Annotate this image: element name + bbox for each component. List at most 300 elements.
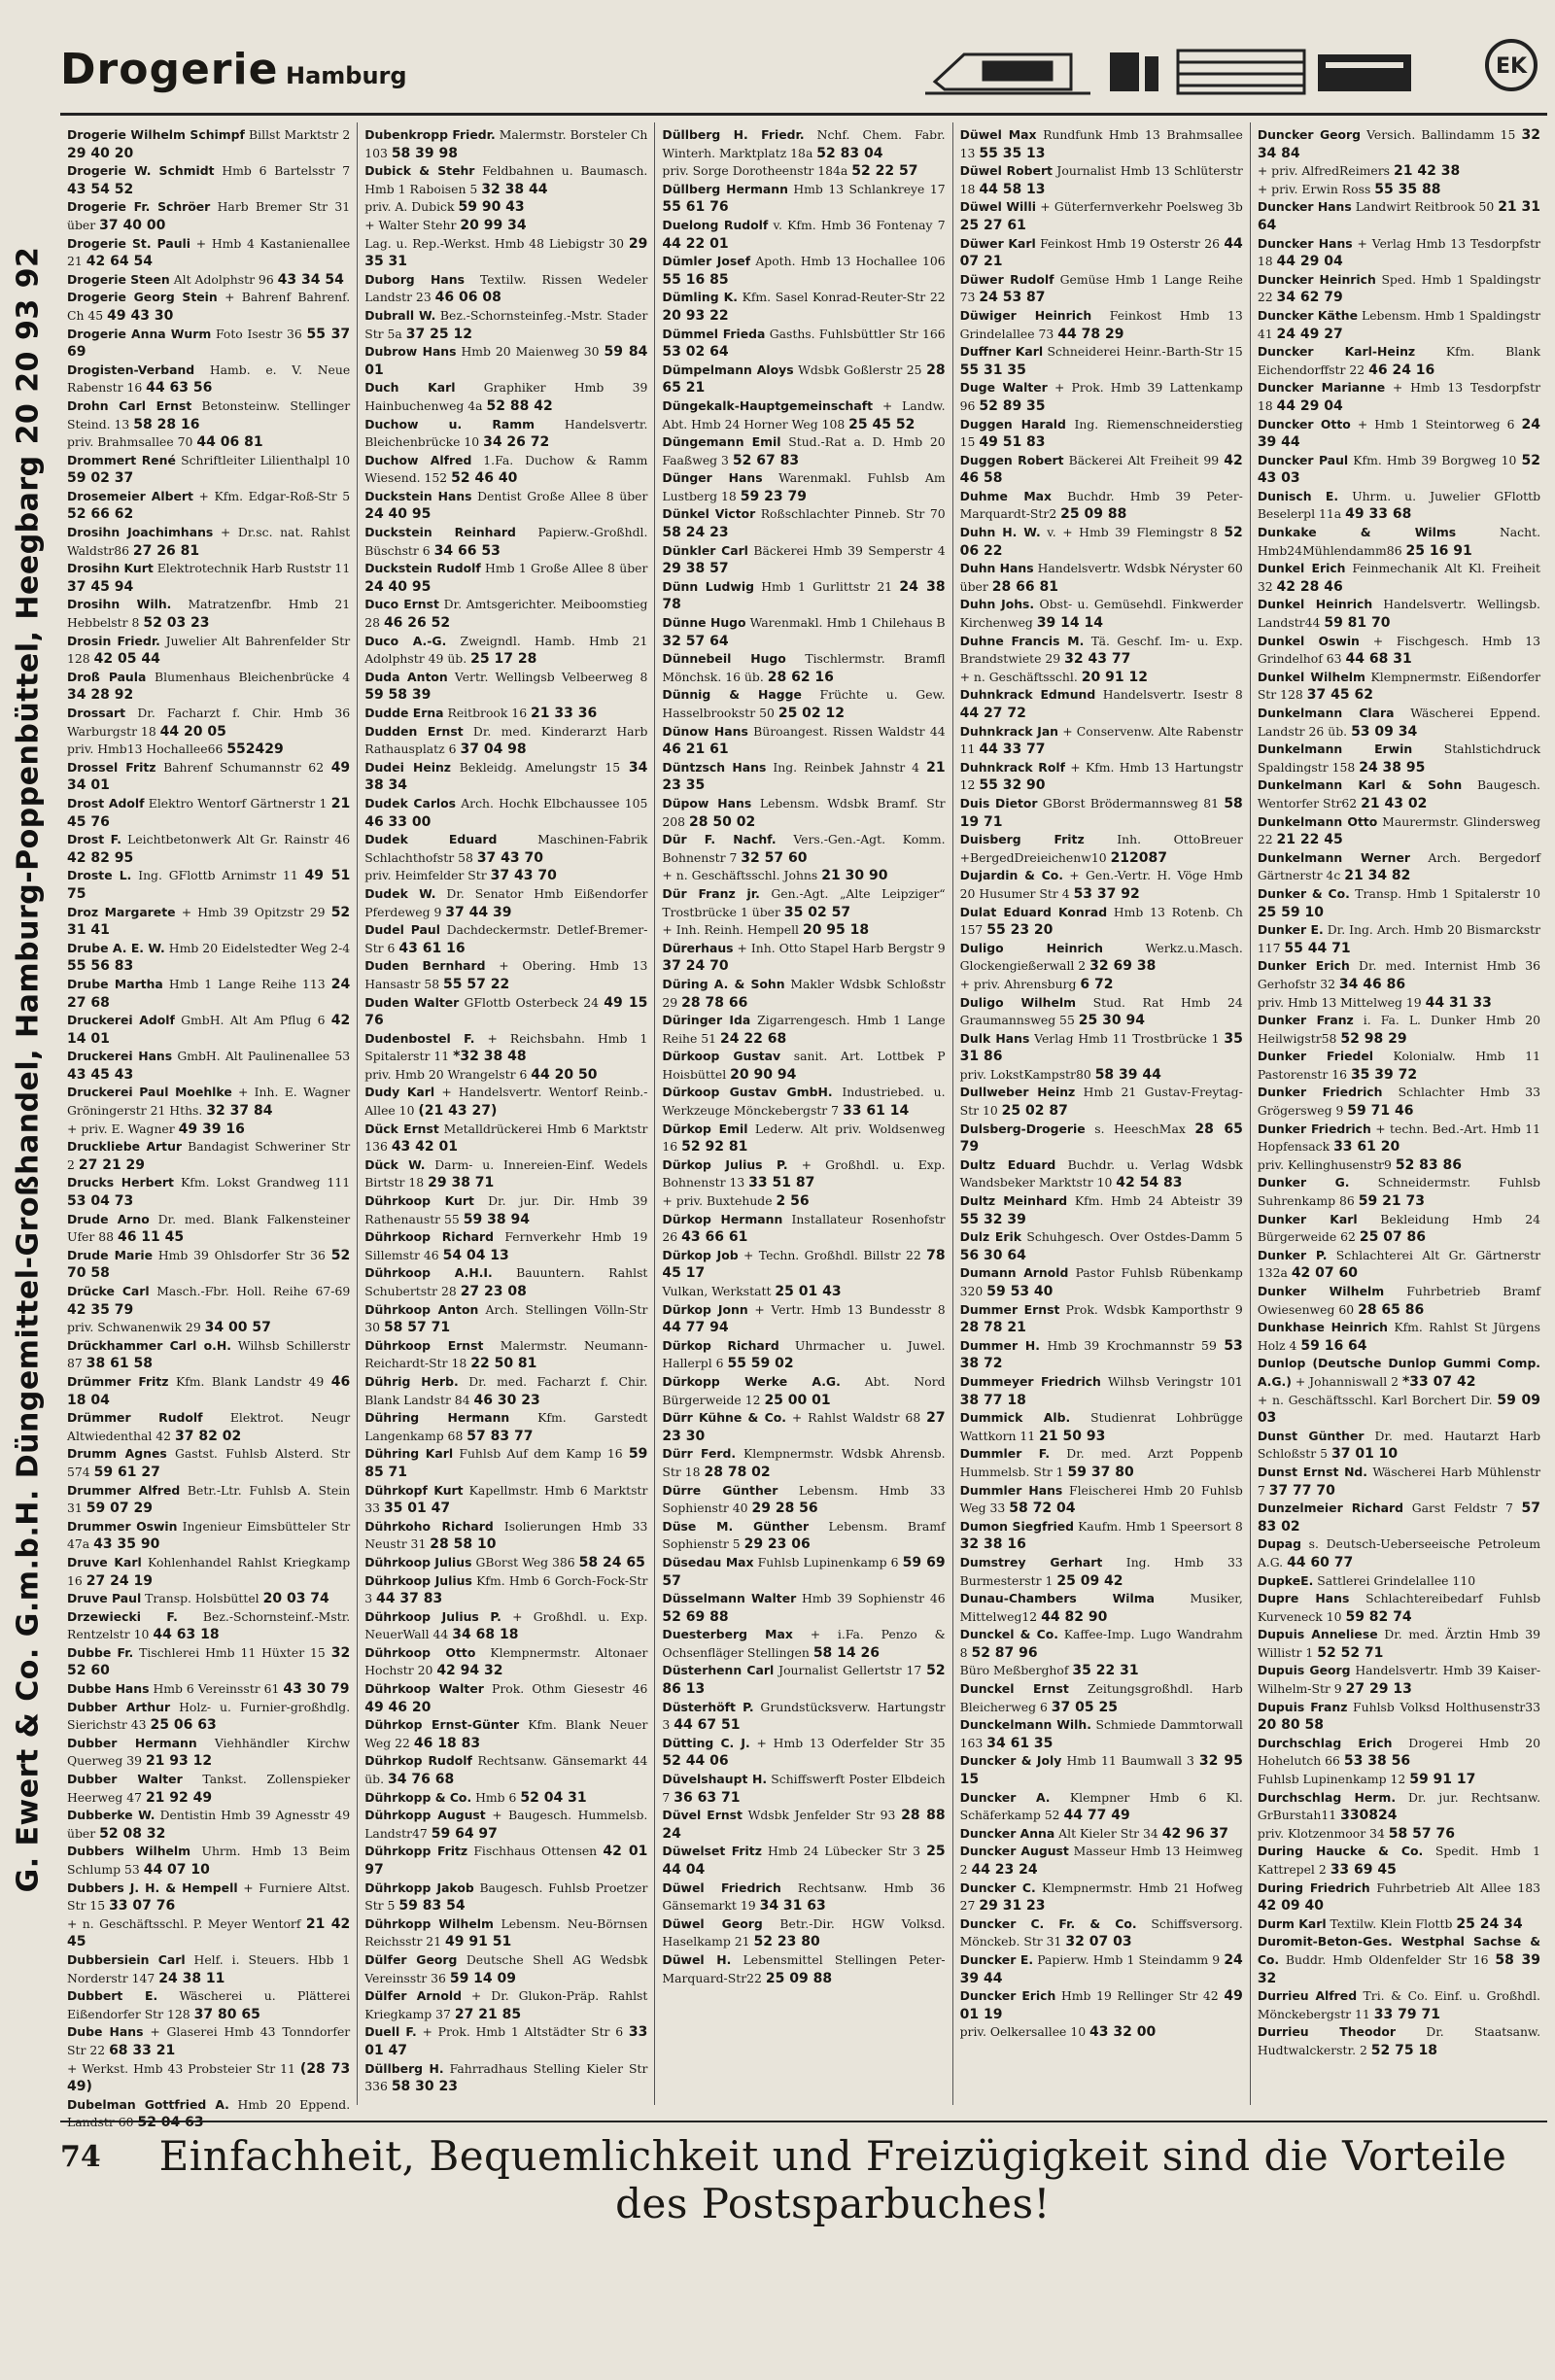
directory-entry [364,1644,647,1680]
entry-name: Duncker C. [959,1880,1036,1895]
entry-phone-number: 32 37 84 [206,1103,273,1120]
entry-details: Dr. Senator Hmb Eißendorfer Pferdeweg 9 [364,885,648,919]
entry-phone-number: 58 57 71 [383,1320,451,1336]
entry-details: priv. Sorge Dorotheenstr 184a [662,163,848,179]
entry-details: Vers.-Gen.-Agt. Komm. Bohnenstr 7 [662,832,946,865]
directory-entry [364,1716,647,1752]
directory-entry [67,759,350,795]
entry-name: Dultz Eduard [959,1156,1056,1172]
entry-name: Duborg Hans [364,271,465,287]
directory-entry [662,1771,945,1807]
entry-name: DupkeE. [1257,1572,1314,1588]
entry-details: Foto Isestr 36 [215,326,302,341]
entry-phone-number: 49 15 76 [364,994,648,1029]
entry-details: Schriftleiter Lilienthalpl 10 [181,452,351,467]
entry-name: Drückhammer Carl o.H. [67,1337,231,1353]
entry-details: priv. Klotzenmoor 34 [1257,1825,1385,1841]
entry-details: Dr. Amtsgerichter. Meiboomstieg 28 [364,597,648,631]
entry-name: Dümler Josef [662,254,751,269]
directory-entry [1258,1428,1540,1464]
entry-name: Duhne Francis M. [959,633,1085,648]
entry-details: Vulkan, Werkstatt [662,1284,772,1298]
entry-name: Duge Walter [959,380,1048,396]
entry-details: Fuhrbetrieb Bramf Owiesenweg 60 [1257,1284,1540,1317]
entry-details: Dr. med. Hautarzt Harb Schloßstr 5 [1257,1428,1541,1462]
entry-name: Duell F. [364,2024,417,2040]
entry-details: Hmb 20 Eidelstedter Weg 2-4 [168,940,351,955]
directory-entry [662,1211,945,1247]
entry-name: Dührkoop Julius [364,1554,472,1569]
entry-details: Dr. med. Kinderarzt Harb Rathausplatz 6 [364,723,648,757]
entry-details: priv. A. Dubick [364,199,455,215]
entry-details: Klempnermstr. Altonaer Hochstr 20 [364,1644,648,1678]
entry-phone-number: 52 08 32 [99,1825,166,1842]
entry-phone-number: 21 43 02 [1361,795,1428,811]
entry-phone-number: 44 78 29 [1057,326,1124,342]
entry-details: Dr. med. Arzt Poppenb Hummelsb. Str 1 [959,1446,1243,1479]
entry-phone-number: 52 89 35 [979,397,1046,414]
entry-name: Dubbe Hans [67,1681,150,1697]
directory-entry [67,1445,350,1481]
entry-name: Dünow Hans [662,723,748,739]
entry-details: Dachdeckermstr. Detlef-Bremer-Str 6 [364,922,648,955]
entry-details: + Bahrenf Bahrenf. Ch 45 [67,290,351,323]
directory-entry [662,686,945,722]
entry-details: Matratzenfbr. Hmb 21 Hebbelstr 8 [67,597,351,631]
directory-entry [1258,885,1540,921]
entry-details: Malermstr. Borsteler Ch 103 [364,127,648,160]
entry-name: Dunkelmann Werner [1257,849,1411,865]
directory-entry [67,1373,350,1409]
directory-entry [1258,741,1540,776]
entry-name: Dührkopp Wilhelm [364,1915,494,1931]
directory-entry [1258,1590,1540,1626]
entry-details: Handelsvertr. Bleichenbrücke 10 [364,416,648,450]
directory-entry [960,633,1243,669]
entry-name: Dubbers J. H. & Hempell [67,1880,238,1895]
entry-name: Dürerhaus [662,940,734,955]
directory-entry [1258,452,1540,488]
entry-name: Drude Marie [67,1247,154,1262]
entry-details: Billst Marktstr 2 [249,127,351,142]
directory-entry [960,452,1243,488]
entry-phone-number: 32 69 38 [1089,958,1157,975]
entry-details: + Vertr. Hmb 13 Bundesstr 8 [754,1301,946,1317]
directory-entry [1258,1283,1540,1319]
entry-name: Dunker P. [1257,1247,1328,1262]
entry-name: Dünnig & Hagge [662,687,802,703]
entry-phone-number: 44 27 72 [959,706,1026,721]
entry-name: Drogerie Georg Stein [67,290,218,305]
entry-details: Dr. Staatsanw. Hudtwalckerstr. 2 [1257,2024,1541,2057]
entry-details: Journalist Hmb 13 Schlüterstr 18 [959,163,1243,196]
directory-entry [1258,1355,1540,1391]
entry-name: Duncker Karl-Heinz [1257,344,1416,360]
directory-entry [960,1825,1243,1844]
entry-name: Duncker C. Fr. & Co. [959,1915,1137,1931]
entry-phone-number: 59 84 01 [364,344,648,378]
entry-name: Dürkop Jonn [662,1301,748,1317]
entry-details: + Glaserei Hmb 43 Tonndorfer Str 22 [67,2024,351,2057]
entry-name: Drogerie Fr. Schröer [67,199,211,215]
directory-entry [960,198,1243,234]
directory-entry [364,705,647,723]
directory-entry [67,488,350,524]
directory-entry [1258,1247,1540,1283]
entry-phone-number: 42 82 95 [67,849,134,866]
directory-entry [662,1121,945,1156]
directory-entry [662,1445,945,1481]
entry-details: Tri. & Co. Einf. u. Großhdl. Mönckebergstr 11 [1257,1988,1540,2021]
entry-phone-number: 27 21 85 [454,2006,522,2022]
entry-phone-number: 59 21 73 [1358,1193,1425,1210]
directory-entry [1258,343,1540,379]
directory-entry [960,1301,1243,1337]
entry-phone-number: 21 42 38 [1393,163,1461,180]
directory-entry [662,759,945,795]
entry-name: Dührkoop Julius [364,1572,472,1588]
entry-phone-number: 53 38 72 [959,1337,1243,1372]
entry-details: Handelsvertr. Wdsbk Néryster 60 über [959,561,1243,594]
entry-details: Masseur Hmb 13 Heimweg 2 [959,1844,1243,1877]
directory-entry [960,1680,1243,1716]
directory-entry [67,596,350,632]
entry-name: Düring A. & Sohn [662,976,785,991]
entry-phone-number: 49 46 20 [364,1699,432,1715]
entry-details: Drogerei Hmb 20 Hohelutch 66 [1257,1735,1540,1769]
entry-details: + Hmb 39 Opitzstr 29 [181,904,326,919]
entry-details: 1.Fa. Duchow & Ramm Wiesend. 152 [364,452,648,486]
entry-name: Dunker Friedrich [1257,1121,1371,1136]
entry-phone-number: 59 09 03 [1257,1392,1540,1427]
entry-details: Kapellmstr. Hmb 6 Marktstr 33 [364,1482,648,1516]
directory-entry [1258,198,1540,234]
entry-phone-number: 25 01 43 [775,1284,842,1299]
entry-name: Duncker Erich [959,1988,1056,2004]
entry-name: Dunst Ernst Nd. [1257,1464,1368,1479]
entry-name: Duromit-Beton-Ges. Westphal Sachse & Co. [1257,1934,1541,1967]
entry-details: Hmb 20 Maienweg 30 [461,344,600,360]
entry-phone-number: 58 14 26 [812,1644,881,1661]
directory-entry [67,1590,350,1608]
entry-name: Dummler F. [959,1446,1051,1462]
directory-entry [960,235,1243,271]
entry-details: + Dr.sc. nat. Rahlst Waldstr86 [67,525,351,558]
directory-entry [1258,1699,1540,1735]
directory-entry [960,1752,1243,1788]
entry-phone-number: 43 42 01 [391,1139,459,1156]
entry-details: + Reichsbahn. Hmb 1 Spitalerstr 11 [364,1030,648,1064]
directory-entry [960,2023,1243,2042]
entry-phone-number: 37 45 62 [1306,687,1373,704]
entry-name: Drogerie Anna Wurm [67,326,212,341]
entry-details: Hmb 1 Lange Reihe 113 [168,976,326,991]
entry-phone-number: 52 92 81 [681,1139,748,1156]
entry-phone-number: 32 52 60 [67,1644,351,1679]
entry-name: Duden Walter [364,994,460,1010]
entry-details: Hmb 39 Ohlsdorfer Str 36 [157,1247,326,1262]
entry-details: Dentist Große Allee 8 über [477,488,648,503]
entry-details: Fuhrbetrieb Alt Allee 183 [1376,1880,1541,1895]
directory-entry [960,1951,1243,1987]
directory-entry [960,759,1243,795]
entry-name: Dück Ernst [364,1121,439,1136]
entry-details: Installateur Rosenhofstr 26 [662,1211,946,1245]
entry-details: s. Deutsch-Ueberseeische Petroleum A.G. [1257,1536,1540,1569]
directory-entry [364,1445,647,1481]
entry-details: Fuhlsb Volksd Holthusenstr33 [1353,1699,1540,1714]
entry-details: Dentistin Hmb 39 Agnesstr 49 über [67,1808,351,1841]
entry-phone-number: 21 22 45 [1276,832,1343,848]
entry-phone-number: (28 73 49) [67,2060,351,2095]
entry-phone-number: 44 82 90 [1041,1608,1108,1625]
directory-entry [960,1066,1243,1085]
entry-name: Dunkake & Wilms [1257,525,1457,540]
entry-name: Duffner Karl [959,344,1044,360]
entry-phone-number: (21 43 27) [418,1103,498,1120]
entry-phone-number: 37 80 65 [193,2006,260,2022]
entry-details: Uhrmacher u. Juwel. Hallerpl 6 [662,1337,946,1371]
entry-details: Feinmechanik Alt Kl. Freiheit 32 [1257,561,1540,594]
entry-name: Dubbe Fr. [67,1644,134,1660]
entry-details: GmbH. Alt Paulinenallee 53 [177,1049,351,1064]
directory-entry [67,705,350,741]
directory-entry [960,1030,1243,1066]
entry-phone-number: 43 34 54 [277,271,344,288]
entry-details: Sped. Hmb 1 Spaldingstr 22 [1257,271,1541,305]
entry-phone-number: 58 24 65 [578,1554,645,1570]
entry-details: Lebensm. Wdsbk Bramf. Str 208 [662,795,946,829]
entry-name: Dubick & Stehr [364,163,475,179]
entry-name: Dürkoop Gustav GmbH. [662,1085,833,1100]
directory-entry [960,686,1243,722]
directory-entry [960,271,1243,307]
entry-details: Fischhaus Ottensen [473,1844,598,1859]
entry-phone-number: 34 38 34 [364,759,648,794]
entry-name: Durm Karl [1257,1915,1327,1931]
directory-entry [960,1554,1243,1590]
entry-name: Dührkop Rudolf [364,1753,472,1769]
entry-name: Dührkoop Walter [364,1681,484,1697]
entry-details: Früchte u. Gew. Hasselbrookstr 50 [662,687,946,720]
entry-name: Düwiger Heinrich [959,307,1092,323]
entry-phone-number: 37 82 02 [175,1428,242,1444]
entry-details: Transp. Hmb 1 Spitalerstr 10 [1355,885,1541,901]
entry-name: Dunckelmann Wilh. [959,1717,1091,1733]
directory-entry [364,162,647,198]
entry-phone-number: 44 33 77 [979,742,1046,758]
directory-entry [67,326,350,362]
entry-phone-number: 44 20 50 [531,1066,598,1083]
directory-entry [662,181,945,217]
directory-entry [364,1680,647,1716]
entry-name: Dumstrey Gerhart [959,1554,1103,1569]
directory-entry [364,1264,647,1300]
entry-phone-number: 59 58 39 [364,687,432,704]
entry-details: Dr. med. Internist Hmb 36 Gerhofstr 32 [1257,958,1540,991]
entry-phone-number: 42 09 40 [1257,1898,1325,1914]
directory-entry [67,2023,350,2059]
entry-phone-number: 37 24 70 [662,958,729,975]
directory-entry [1258,235,1540,271]
entry-name: Drogerie Steen [67,271,170,287]
entry-details: Bauuntern. Rahlst Schubertstr 28 [364,1265,648,1298]
entry-name: Düwel Willi [959,199,1037,215]
entry-details: + Handelsvertr. Wentorf Reinb.-Allee 10 [364,1085,648,1119]
entry-details: Reitbrook 16 [447,706,528,720]
entry-name: Dührkoop Ernst [364,1337,484,1353]
directory-entry [662,1192,945,1211]
entry-phone-number: 28 78 66 [681,994,748,1011]
entry-name: Dulk Hans [959,1030,1030,1046]
entry-details: Juwelier Alt Bahrenfelder Str 128 [67,633,351,667]
directory-entry [1258,416,1540,452]
entry-phone-number: 42 07 60 [1291,1265,1359,1282]
entry-name: Duhn Johs. [959,597,1035,612]
entry-phone-number: 52 70 58 [67,1247,351,1282]
entry-phone-number: 42 35 79 [67,1301,134,1318]
directory-entry [67,1644,350,1680]
directory-entry [960,669,1243,687]
directory-entry [960,1518,1243,1554]
entry-name: Durrieu Theodor [1257,2024,1396,2040]
entry-name: Dummer Ernst [959,1301,1060,1317]
directory-entry [662,162,945,181]
directory-entry [960,379,1243,415]
directory-entry [364,633,647,669]
directory-entry [1258,1048,1540,1084]
entry-details: Industriebed. u. Werkzeuge Mönckebergstr 7 [662,1085,946,1119]
entry-details: Fahrradhaus Stelling Kieler Str 336 [364,2060,648,2094]
entry-details: Stud.-Rat a. D. Hmb 20 Faaßweg 3 [662,434,946,467]
entry-phone-number: 29 31 23 [979,1898,1046,1914]
directory-entry [662,1626,945,1662]
entry-name: Dunkel Erich [1257,561,1346,576]
entry-phone-number: 38 61 58 [86,1356,153,1372]
entry-phone-number: 24 38 11 [158,1970,225,1986]
entry-details: Bez.-Schornsteinfeg.-Mstr. Stader Str 5a [364,307,648,341]
directory-entry [364,217,647,235]
entry-phone-number: 37 43 70 [476,849,544,866]
entry-name: Drümmer Rudolf [67,1410,203,1426]
entry-name: Drosihn Wilh. [67,597,172,612]
entry-details: Prok. Othm Giesestr 46 [492,1681,648,1697]
entry-phone-number: 44 68 31 [1345,651,1412,668]
directory-entry [67,1121,350,1139]
entry-details: Harb Bremer Str 31 über [67,199,351,232]
directory-entry [662,976,945,1012]
entry-details: + Baugesch. Hummelsb. Landstr47 [364,1808,648,1841]
entry-name: Dürr Kühne & Co. [662,1410,786,1426]
entry-details: Fuhlsb Lupinenkamp 12 [1257,1772,1406,1787]
directory-entry [662,433,945,469]
directory-entry [960,1373,1243,1409]
directory-entry [67,271,350,290]
entry-phone-number: 25 45 52 [848,416,916,432]
entry-name: Dubbert E. [67,1988,158,2004]
entry-details: Hmb 13 Schlankreye 17 [793,181,946,196]
directory-entry [1258,560,1540,596]
entry-name: Durchschlag Herm. [1257,1789,1397,1805]
entry-name: Dummick Alb. [959,1410,1071,1426]
entry-details: Bandagist Schweriner Str 2 [67,1139,351,1172]
entry-phone-number: 52 06 22 [959,525,1243,559]
directory-entry [67,1680,350,1699]
entry-phone-number: 29 23 06 [743,1536,811,1553]
entry-details: + priv. AlfredReimers [1257,163,1391,179]
entry-name: Dührkopp & Co. [364,1789,472,1805]
entry-phone-number: 46 26 52 [383,615,451,632]
entry-phone-number: 25 09 88 [765,1970,833,1986]
entry-phone-number: 52 87 96 [971,1644,1038,1661]
entry-name: Drogerie W. Schmidt [67,163,215,179]
entry-name: Dudek Eduard [364,832,498,847]
entry-phone-number: 35 02 57 [783,904,851,920]
entry-details: + Johanniswall 2 [1295,1373,1399,1389]
directory-entry [960,831,1243,867]
directory-entry [1258,1933,1540,1987]
entry-details: Elektro Wentorf Gärtnerstr 1 [148,795,328,811]
entry-phone-number: 37 01 10 [1330,1446,1399,1463]
entry-name: Duligo Heinrich [959,940,1103,955]
entry-phone-number: 55 59 02 [727,1356,794,1372]
entry-details: Zigarrengesch. Hmb 1 Lange Reihe 51 [662,1013,946,1046]
entry-name: Dupre Hans [1257,1591,1350,1606]
directory-entry [364,759,647,795]
entry-name: Dulz Erik [959,1229,1021,1245]
directory-entry [1258,379,1540,415]
entry-details: + Furniere Altst. Str 15 [67,1880,351,1914]
entry-details: s. HeeschMax [1094,1121,1186,1136]
entry-name: Düvelshaupt H. [662,1772,768,1787]
entry-phone-number: 32 57 64 [662,633,729,649]
entry-name: Drosihn Joachimhans [67,525,214,540]
entry-phone-number: 52 83 04 [816,145,883,161]
entry-details: Wdsbk Goßlerstr 25 [798,362,922,377]
directory-entry [662,253,945,289]
entry-phone-number: 54 04 13 [442,1247,509,1263]
entry-details: Kfm. Blank Eichendorffstr 22 [1257,344,1541,377]
entry-details: Helf. i. Steuers. Hbb 1 Norderstr 147 [67,1951,351,1985]
entry-phone-number: 37 44 39 [445,904,512,920]
entry-phone-number: 55 16 85 [662,271,729,288]
entry-details: Dr. med. Ärztin Hmb 39 Willistr 1 [1257,1627,1541,1660]
directory-entry [67,1084,350,1120]
entry-phone-number: 52 22 57 [851,163,918,180]
entry-details: Warenmakl. Fuhlsb Am Lustberg 18 [662,470,946,503]
entry-phone-number: 28 78 02 [704,1464,771,1480]
entry-details: + n. Geschäftsschl. Karl Borchert Dir. [1257,1392,1493,1407]
directory-entry [1258,1987,1540,2023]
entry-name: Drost Adolf [67,795,145,811]
entry-phone-number: 330824 [1340,1808,1398,1824]
entry-phone-number: 52 03 23 [143,615,210,632]
entry-name: Dunckel Ernst [959,1681,1069,1697]
entry-phone-number: 52 88 42 [486,397,553,414]
entry-details: Hmb 13 Rotenb. Ch 157 [959,904,1243,938]
directory-entry [1258,813,1540,849]
entry-name: Duhn H. W. [959,525,1041,540]
directory-entry [662,1735,945,1771]
entry-details: GBorst Brödermannsweg 81 [1042,795,1219,811]
entry-phone-number: 24 40 95 [364,578,432,595]
directory-entry [1258,669,1540,705]
directory-entry [1258,1662,1540,1698]
entry-name: Drube Martha [67,976,163,991]
entry-details: Maurermstr. Glindersweg 22 [1257,813,1541,847]
entry-name: Drogerie Wilhelm Schimpf [67,127,245,142]
entry-details: Blumenhaus Bleichenbrücke 4 [155,669,351,684]
